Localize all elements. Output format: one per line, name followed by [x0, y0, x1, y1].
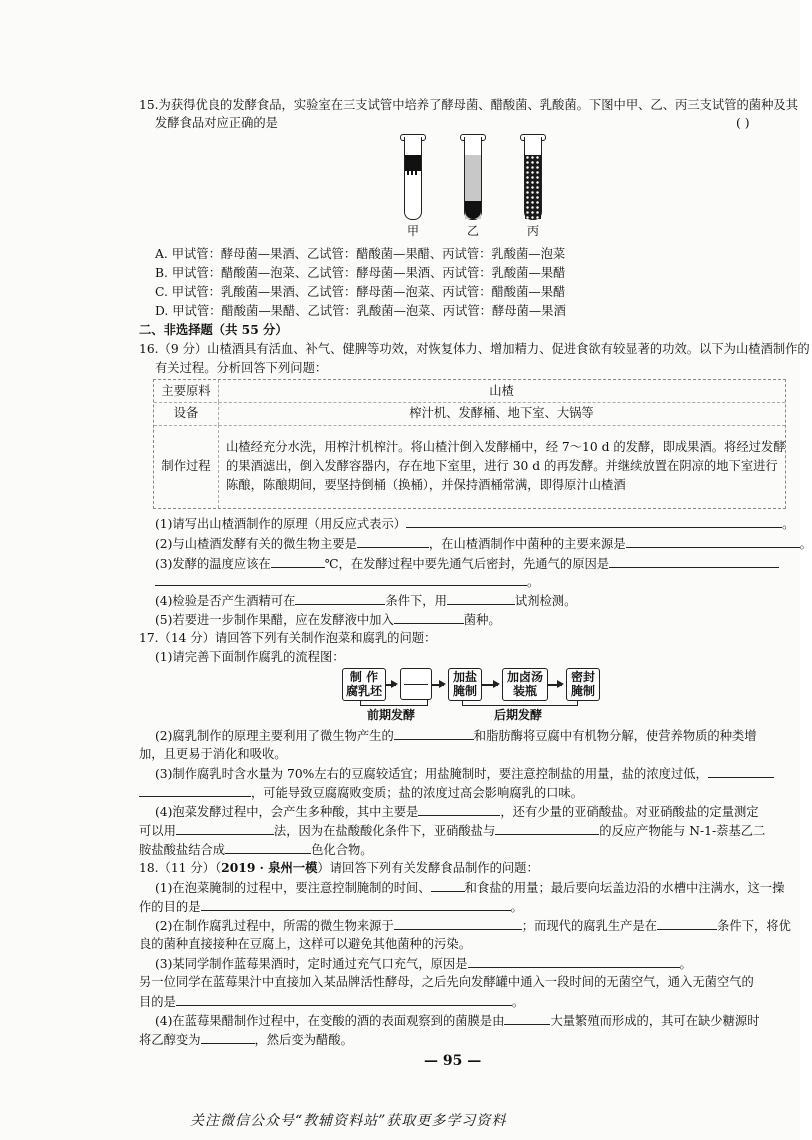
q17-sub2-text: 和脂肪酶将豆腐中有机物分解，使营养物质的种类增 [473, 729, 757, 743]
q17-sub2-cont: 加，且更易于消化和吸收。 [139, 747, 287, 761]
table-row [154, 402, 785, 426]
q16-sub4 [155, 592, 576, 609]
q16-sub5-text: 菌种。 [463, 613, 501, 627]
q16-sub4-text: 试剂检测。 [514, 594, 577, 608]
q16-sub1-end: 。 [782, 517, 795, 531]
answer-blank[interactable] [139, 784, 251, 797]
table-cell-material: 山楂 [489, 384, 514, 398]
answer-blank[interactable] [295, 592, 385, 605]
q18-sub1-cont [139, 898, 523, 915]
q17-sub4-text: 胺盐酸盐结合成 [139, 843, 226, 857]
flow-text: 密封 [570, 670, 595, 684]
q15-option-d: D. 甲试管：醋酸菌—果醋、乙试管：乳酸菌—泡菜、丙试管：酵母菌—果酒 [155, 304, 566, 318]
flow-text: 装瓶 [512, 684, 537, 698]
q16-stem-line1: 16.（9 分）山楂酒具有活血、补气、健脾等功效，对恢复体力、增加精力、促进食欲有较显著的功效。以下为山楂酒制作的 [139, 342, 810, 356]
table-head-material: 主要原料 [154, 380, 219, 402]
answer-blank[interactable] [155, 573, 527, 586]
footer-handwritten-note: 关注微信公众号“教辅资料站”获取更多学习资料 [190, 1113, 507, 1129]
q18-sub2-text: ；而现代的腐乳生产是在 [521, 919, 658, 933]
answer-blank[interactable] [504, 1012, 550, 1025]
answer-blank[interactable] [271, 555, 325, 568]
tube-label-jia: 甲 [407, 224, 420, 238]
q15-stem-line1: 15.为获得优良的发酵食品，实验室在三支试管中培养了酵母菌、醋酸菌、乳酸菌。下图中甲、乙、丙三支试管的菌种及其 [139, 98, 798, 112]
flow-text: 腌制 [452, 684, 477, 698]
answer-blank[interactable] [176, 822, 274, 835]
q18-sub4-text: 将乙醇变为 [139, 1033, 201, 1047]
stage-bracket [360, 700, 428, 706]
process-line: 陈酿，陈酿期间，要坚持倒桶（换桶），并保持酒桶常满，即得原汁山楂酒 [226, 478, 626, 492]
q16-sub2-text: ，在山楂酒制作中菌种的主要来源是 [428, 537, 626, 551]
q17-sub3-cont [139, 784, 583, 801]
q18-sub1-text: 作的目的是 [139, 900, 201, 914]
q17-sub1: (1)请完善下面制作腐乳的流程图： [155, 650, 345, 664]
q15-option-c: C. 甲试管：乳酸菌—果酒、乙试管：酵母菌—泡菜、丙试管：醋酸菌—果醋 [155, 285, 566, 299]
q16-sub3-text: ℃，在发酵过程中要先通气后密封，先通气的原因是 [324, 557, 610, 571]
table-cell-process [218, 425, 785, 508]
q17-sub4-text: 可以用 [139, 824, 176, 838]
answer-blank[interactable] [626, 535, 800, 548]
q15-answer-paren: ( ) [736, 116, 750, 130]
stage-early-label: 前期发酵 [367, 708, 416, 722]
flow-box-salting [448, 668, 482, 701]
flow-text: 制 作 [349, 670, 379, 684]
q17-sub4-cont [139, 822, 765, 839]
answer-blank[interactable] [708, 765, 774, 778]
answer-blank[interactable] [357, 535, 429, 548]
flow-arrow [386, 684, 396, 686]
answer-blank[interactable] [394, 917, 522, 930]
table-head-process: 制作过程 [154, 425, 219, 508]
hawthorn-wine-table [153, 379, 786, 509]
q17-sub4 [155, 803, 759, 820]
q17-stem: 17.（14 分）请回答下列有关制作泡菜和腐乳的问题： [139, 631, 437, 645]
q18-sub1-text: 和食盐的用量；最后要向坛盖边沿的水槽中注满水，这一操 [464, 881, 785, 895]
q18-sub3-line3 [139, 993, 524, 1010]
q18-sub4-cont [139, 1031, 353, 1048]
answer-blank[interactable] [431, 879, 465, 892]
q18-sub1 [155, 879, 784, 896]
q16-sub5 [155, 611, 501, 628]
q18-text: ）请回答下列有关发酵食品制作的问题： [317, 861, 539, 875]
q15-option-b: B. 甲试管：醋酸菌—泡菜、乙试管：酵母菌—果酒、丙试管：乳酸菌—果醋 [155, 266, 566, 280]
section-heading: 二、非选择题（共 55 分） [139, 322, 288, 337]
flow-box-missing[interactable] [400, 668, 432, 700]
q17-sub4-text: 法，因为在盐酸酸化条件下，亚硝酸盐与 [273, 824, 496, 838]
flow-text: 加卤汤 [506, 670, 543, 684]
answer-blank[interactable] [406, 515, 782, 528]
table-row [154, 380, 785, 403]
answer-blank[interactable] [657, 917, 717, 930]
q16-sub1 [155, 515, 794, 532]
q16-sub2-end: 。 [799, 537, 812, 551]
q15-stem-line2: 发酵食品对应正确的是 [155, 116, 278, 130]
answer-blank[interactable] [394, 727, 474, 740]
tube-label-bing: 丙 [527, 224, 540, 238]
q18-stem [139, 860, 539, 876]
answer-blank[interactable] [468, 955, 680, 968]
q18-sub4-text: ，然后变为醋酸。 [254, 1033, 353, 1047]
q18-sub3-line2: 另一位同学在蓝莓果汁中直接加入某品牌活性酵母，之后先向发酵罐中通入一段时间的无菌空气，通入无菌空气的 [139, 975, 754, 989]
answer-blank[interactable] [447, 592, 515, 605]
q18-sub2 [155, 917, 791, 934]
q18-sub3-end: 。 [679, 957, 692, 971]
flow-text: 腌制 [570, 684, 595, 698]
q16-sub3-end: 。 [527, 575, 540, 589]
q17-sub4-text: 色化合物。 [311, 843, 373, 857]
answer-blank[interactable] [394, 611, 464, 624]
flow-box-make-blank [342, 668, 386, 701]
q17-sub4-text: (4)泡菜发酵过程中，会产生多种酸，其中主要是 [155, 805, 419, 819]
answer-blank[interactable] [225, 841, 311, 854]
answer-blank[interactable] [201, 1031, 255, 1044]
answer-blank[interactable] [609, 555, 779, 568]
q18-sub3 [155, 955, 692, 972]
q17-sub2 [155, 727, 757, 744]
tube-yi [464, 137, 482, 220]
q18-sub4 [155, 1012, 760, 1029]
table-head-equipment: 设备 [154, 402, 219, 425]
q18-sub2-text: (2)在制作腐乳过程中，所需的微生物来源于 [155, 919, 394, 933]
tube-bing [524, 137, 542, 220]
q16-sub3 [155, 555, 779, 572]
q17-sub3-text: ，可能导致豆腐腐败变质；盐的浓度过高会影响腐乳的口味。 [251, 786, 584, 800]
q16-sub3-cont [155, 573, 539, 590]
q17-sub4-text: ，还有少量的亚硝酸盐。对亚硝酸盐的定量测定 [500, 805, 759, 819]
flow-arrow [482, 684, 498, 686]
flow-arrow [548, 684, 562, 686]
flow-box-seal [566, 668, 600, 701]
table-cell-equipment: 榨汁机、发酵桶、地下室、大锅等 [409, 406, 594, 420]
flow-arrow [432, 684, 444, 686]
q18-text: 18.（11 分）（ [139, 861, 222, 875]
q17-sub3-text: (3)制作腐乳时含水量为 70%左右的豆腐较适宜；用盐腌制时，要注意控制盐的用量，盐的浓度过低， [155, 767, 708, 781]
flow-text: 腐乳坯 [345, 684, 382, 698]
q16-sub4-text: 条件下，用 [385, 594, 447, 608]
answer-blank[interactable] [418, 803, 500, 816]
process-line: 山楂经充分水洗，用榨汁机榨汁。将山楂汁倒入发酵桶中，经 7～10 d 的发酵，即成果酒。将经过发酵 [226, 440, 786, 454]
q16-sub4-text: (4)检验是否产生酒精可在 [155, 594, 296, 608]
table-row [154, 425, 785, 508]
answer-blank[interactable] [495, 822, 599, 835]
q16-sub1-text: (1)请写出山楂酒制作的原理（用反应式表示） [155, 517, 407, 531]
flow-text: 加盐 [452, 670, 477, 684]
q16-sub2-text: (2)与山楂酒发酵有关的微生物主要是 [155, 537, 357, 551]
q18-sub3-text: 目的是 [139, 995, 176, 1009]
answer-blank[interactable] [176, 993, 512, 1006]
flow-box-brine [502, 668, 548, 701]
stage-bracket [462, 700, 578, 706]
q18-sub4-text: (4)在蓝莓果醋制作过程中，在变酸的酒的表面观察到的菌膜是由 [155, 1014, 505, 1028]
q17-sub4-text: 的反应产物能与 N-1-萘基乙二 [599, 824, 766, 838]
page-number: — 95 — [424, 1053, 482, 1069]
answer-blank[interactable] [201, 898, 511, 911]
process-line: 的果酒滤出，倒入发酵容器内，存在地下室里，进行 30 d 的再发酵。并继续放置在阴凉的地下室进行 [226, 459, 778, 473]
q17-sub3 [155, 765, 774, 782]
q18-sub2-text: 条件下，将优 [717, 919, 791, 933]
q18-sub3-text: (3)某同学制作蓝莓果酒时，定时通过充气口充气，原因是 [155, 957, 468, 971]
q18-sub1-text: (1)在泡菜腌制的过程中，要注意控制腌制的时间、 [155, 881, 431, 895]
q18-sub3-end: 。 [511, 995, 525, 1009]
q18-source: 2019 · 泉州一模 [221, 860, 318, 875]
q17-sub4-cont2 [139, 841, 373, 858]
q18-sub4-text: 大量繁殖而形成的，其可在缺少糖源时 [550, 1014, 760, 1028]
tube-jia [404, 137, 422, 220]
q18-sub1-end: 。 [510, 900, 523, 914]
q18-sub2-cont: 良的菌种直接接种在豆腐上，这样可以避免其他菌种的污染。 [139, 937, 472, 951]
tube-label-yi: 乙 [467, 224, 480, 238]
q16-sub3-text: (3)发酵的温度应该在 [155, 557, 271, 571]
stage-late-label: 后期发酵 [494, 708, 543, 722]
q16-stem-line2: 有关过程。分析回答下列问题： [155, 361, 328, 375]
q17-sub2-text: (2)腐乳制作的原理主要利用了微生物产生的 [155, 729, 394, 743]
q16-sub5-text: (5)若要进一步制作果醋，应在发酵液中加入 [155, 613, 394, 627]
q16-sub2 [155, 535, 812, 552]
q15-option-a: A. 甲试管：酵母菌—果酒、乙试管：醋酸菌—果醋、丙试管：乳酸菌—泡菜 [155, 247, 566, 261]
